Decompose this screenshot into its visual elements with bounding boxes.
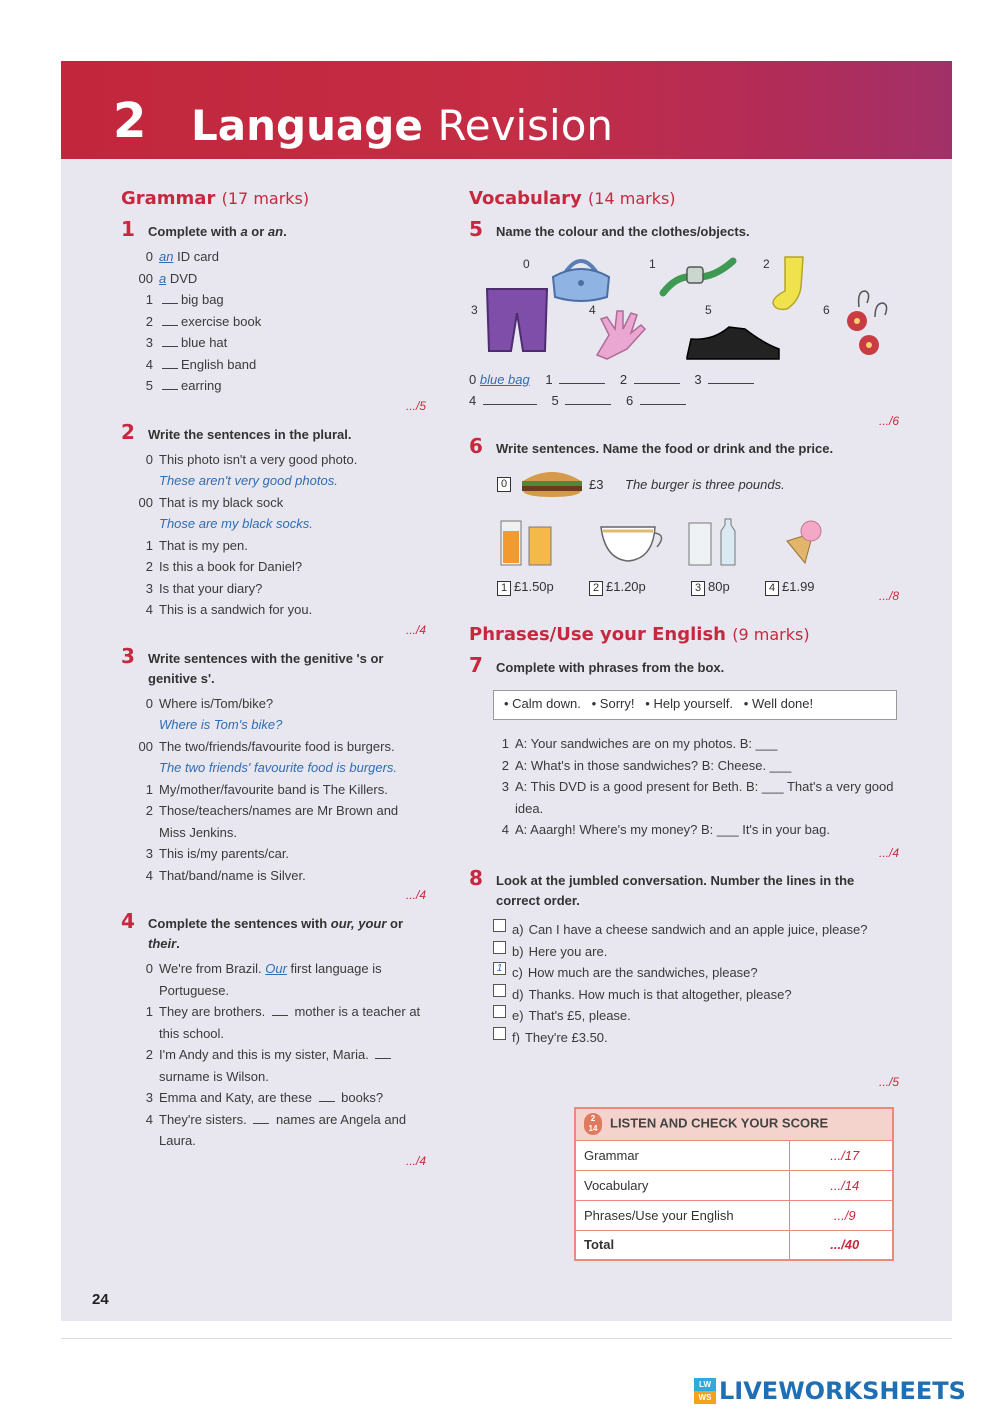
answer-blank[interactable] — [162, 315, 178, 326]
example-answer: blue bag — [479, 372, 530, 387]
grammar-heading: Grammar (17 marks) — [121, 188, 310, 209]
example-answer: Where is Tom's bike? — [159, 717, 283, 732]
logo-mark-icon: LW WS — [694, 1378, 716, 1404]
picture-label: 2 — [763, 257, 770, 271]
order-checkbox[interactable] — [493, 984, 506, 997]
list-item[interactable]: 5 earring — [145, 378, 222, 393]
exercise-number: 8 — [469, 866, 483, 890]
vocabulary-marks: (14 marks) — [588, 189, 676, 208]
list-item: 0 Where is/Tom/bike? Where is Tom's bike? — [145, 695, 283, 732]
table-row: Grammar .../17 — [575, 1140, 893, 1170]
price-label: 80p — [708, 579, 730, 594]
shorts-icon — [483, 285, 551, 357]
exercise-score: .../4 — [878, 846, 899, 860]
unit-number: 2 — [113, 93, 147, 149]
orange-juice-icon — [497, 517, 557, 569]
picture-label: 0 — [523, 257, 530, 271]
list-item[interactable]: 3 Emma and Katy, are these books? — [145, 1090, 384, 1105]
title-light: Revision — [437, 101, 614, 150]
exercise-1-items — [121, 246, 426, 397]
picture-label: 4 — [589, 303, 596, 317]
exercise-4-items — [121, 958, 426, 1152]
glove-icon — [587, 305, 649, 361]
list-item[interactable]: 4 That/band/name is Silver. — [145, 867, 306, 883]
exercise-2-items — [121, 449, 426, 621]
exercise-8-instruction: 8 Look at the jumbled conversation. Number the lines in the correct order. — [469, 866, 855, 908]
list-item: 00 The two/friends/favourite food is burgers. The two friends' favourite food is burgers. — [138, 738, 398, 775]
answer-blank[interactable] — [319, 1091, 335, 1102]
page-title — [191, 101, 614, 150]
exercise-6-example — [497, 467, 897, 503]
list-item[interactable]: 3 Is that your diary? — [145, 580, 263, 596]
phrases-marks: (9 marks) — [732, 625, 810, 644]
list-item: 00 That is my black sock Those are my black socks. — [138, 494, 313, 531]
order-checkbox[interactable] — [493, 1005, 506, 1018]
exercise-score: .../6 — [878, 414, 899, 428]
example-price: £3 — [589, 477, 604, 492]
exercise-number: 3 — [121, 643, 135, 668]
vocabulary-heading: Vocabulary (14 marks) — [469, 188, 676, 209]
title-bold: Language — [191, 101, 423, 150]
list-item[interactable]: 3 This is/my parents/car. — [145, 846, 290, 861]
list-item[interactable]: 1 They are brothers. mother is a teacher at this school. — [145, 1004, 421, 1041]
list-item[interactable]: 4 A: Aaargh! Where's my money? B: ___ It's in your bag. — [501, 822, 830, 837]
answer-blank[interactable] — [559, 373, 605, 384]
list-item: 00 a DVD — [138, 270, 198, 286]
exercise-6-instruction: 6 Write sentences. Name the food or drink and the price. — [469, 434, 834, 458]
list-item[interactable]: 3 A: This DVD is a good present for Beth. B: ___ That's a very good idea. — [501, 779, 894, 816]
list-item[interactable]: 2 Is this a book for Daniel? — [145, 559, 303, 574]
exercise-score: .../5 — [878, 1075, 899, 1089]
answer-blank[interactable] — [375, 1048, 391, 1059]
exercise-2-instruction: 2 Write the sentences in the plural. — [121, 419, 352, 444]
example-answer: an — [159, 249, 174, 264]
water-icon — [685, 517, 745, 569]
exercise-5-instruction: 5 Name the colour and the clothes/objects. — [469, 217, 750, 241]
list-item: 0 an ID card — [145, 249, 219, 264]
example-answer: The burger is three pounds. — [625, 477, 785, 492]
grammar-column — [121, 188, 426, 1170]
exercise-7-instruction: 7 Complete with phrases from the box. — [469, 653, 725, 677]
answer-blank[interactable] — [162, 293, 178, 304]
exercise-score: .../4 — [405, 622, 426, 637]
picture-label: 3 — [471, 303, 478, 317]
order-checkbox: 1 — [493, 962, 506, 975]
picture-label: 5 — [705, 303, 712, 317]
exercise-number: 7 — [469, 653, 483, 677]
footer-divider — [61, 1338, 952, 1339]
logo-text: LIVEWORKSHEETS — [719, 1377, 966, 1405]
list-item: 1 c) How much are the sandwiches, please? — [493, 962, 899, 984]
exercise-5-answers: 0 blue bag 1 2 3 4 5 6 — [469, 369, 899, 411]
exercise-number: 6 — [469, 434, 483, 458]
example-answer: The two friends' favourite food is burgers. — [159, 760, 398, 775]
list-item[interactable]: 4 They're sisters. names are Angela and Laura. — [145, 1111, 407, 1148]
score-table — [574, 1107, 894, 1261]
exercise-3-items — [121, 693, 426, 887]
exercise-score: .../8 — [878, 589, 899, 603]
answer-blank[interactable] — [708, 373, 754, 384]
score-table-header: 2 14 LISTEN AND CHECK YOUR SCORE — [575, 1108, 893, 1140]
exercise-8-items — [493, 919, 899, 1048]
list-item[interactable]: 1 A: Your sandwiches are on my photos. B: ___ — [501, 736, 778, 751]
list-item[interactable]: 1 My/mother/favourite band is The Killers. — [145, 781, 388, 797]
list-item[interactable]: 2 A: What's in those sandwiches? B: Cheese. ___ — [501, 757, 792, 773]
answer-blank[interactable] — [483, 394, 537, 405]
answer-blank[interactable] — [640, 394, 686, 405]
exercise-number: 1 — [121, 217, 135, 241]
exercise-4-instruction: 4 Complete the sentences with our, your or their. — [121, 909, 404, 951]
table-row: Total .../40 — [575, 1230, 893, 1260]
liveworksheets-logo[interactable] — [694, 1376, 966, 1406]
clothes-pictures — [469, 251, 899, 369]
list-item[interactable]: 2 Those/teachers/names are Mr Brown and Miss Jenkins. — [145, 803, 399, 840]
example-number: 0 — [497, 477, 511, 492]
table-row: Phrases/Use your English .../9 — [575, 1200, 893, 1230]
example-answer: Those are my black socks. — [159, 516, 313, 531]
answer-blank[interactable] — [162, 379, 178, 390]
bag-icon — [547, 253, 615, 303]
sock-icon — [767, 253, 815, 313]
page-number: 24 — [92, 1291, 109, 1308]
list-item[interactable]: 2 exercise book — [145, 313, 262, 329]
worksheet-page — [61, 61, 952, 1321]
answer-blank[interactable] — [253, 1113, 269, 1124]
picture-label: 6 — [823, 303, 830, 317]
answer-blank[interactable] — [634, 373, 680, 384]
exercise-score: .../4 — [405, 888, 426, 902]
example-answer: a — [159, 270, 167, 286]
exercise-number: 5 — [469, 217, 483, 241]
list-item[interactable]: e) That's £5, please. — [493, 1005, 899, 1027]
food-prices: 1 £1.50p 2 £1.20p 3 80p 4 £1.99 — [497, 577, 897, 597]
list-item[interactable]: 1 big bag — [145, 292, 224, 307]
grammar-marks: (17 marks) — [221, 189, 310, 208]
answer-blank[interactable] — [272, 1005, 288, 1016]
answer-blank[interactable] — [162, 358, 178, 369]
exercise-score: .../5 — [405, 398, 426, 413]
earrings-icon — [835, 281, 895, 363]
watch-icon — [657, 253, 739, 299]
example-answer: These aren't very good photos. — [159, 473, 338, 488]
list-item: 0 We're from Brazil. Our first language is Portuguese. — [145, 961, 382, 998]
price-label: £1.50p — [514, 579, 554, 594]
phrases-heading: Phrases/Use your English (9 marks) — [469, 624, 810, 645]
exercise-number: 4 — [121, 909, 135, 933]
exercise-1-instruction: 1 Complete with a or an. — [121, 217, 287, 241]
phrase-box: • Calm down. • Sorry! • Help yourself. • Well done! — [493, 690, 897, 720]
ice-cream-icon — [781, 519, 825, 565]
exercise-3-instruction: 3 Write sentences with the genitive 's or genitive s'. — [121, 643, 384, 686]
audio-track-icon: 2 14 — [584, 1113, 602, 1135]
phrases-section — [469, 624, 899, 678]
price-label: £1.20p — [606, 579, 646, 594]
table-row: Vocabulary .../14 — [575, 1170, 893, 1200]
picture-label: 1 — [649, 257, 656, 271]
list-item: 0 This photo isn't a very good photo. These aren't very good photos. — [145, 451, 358, 488]
price-label: £1.99 — [782, 579, 815, 594]
answer-blank[interactable] — [565, 394, 611, 405]
unit-banner — [61, 61, 952, 159]
burger-icon — [519, 467, 585, 499]
exercise-number: 2 — [121, 419, 135, 444]
order-checkbox[interactable] — [493, 919, 506, 932]
tea-cup-icon — [597, 519, 669, 565]
list-item[interactable]: 3 blue hat — [145, 335, 228, 350]
list-item[interactable]: d) Thanks. How much is that altogether, please? — [493, 984, 899, 1006]
example-answer: Our — [265, 961, 287, 976]
shoe-icon — [683, 321, 783, 365]
food-pictures — [497, 517, 897, 569]
list-item[interactable]: f) They're £3.50. — [493, 1027, 899, 1049]
order-checkbox[interactable] — [493, 941, 506, 954]
list-item[interactable]: a) Can I have a cheese sandwich and an apple juice, please? — [493, 919, 899, 941]
list-item[interactable]: 2 I'm Andy and this is my sister, Maria. surname is Wilson. — [121, 1044, 426, 1087]
exercise-7-items — [477, 733, 901, 841]
list-item[interactable]: 1 That is my pen. — [145, 537, 248, 553]
list-item[interactable]: b) Here you are. — [493, 941, 899, 963]
list-item[interactable]: 4 English band — [145, 356, 257, 372]
list-item[interactable]: 4 This is a sandwich for you. — [145, 602, 313, 617]
order-checkbox[interactable] — [493, 1027, 506, 1040]
exercise-score: .../4 — [405, 1153, 426, 1168]
vocabulary-column — [469, 188, 899, 242]
answer-blank[interactable] — [162, 336, 178, 347]
